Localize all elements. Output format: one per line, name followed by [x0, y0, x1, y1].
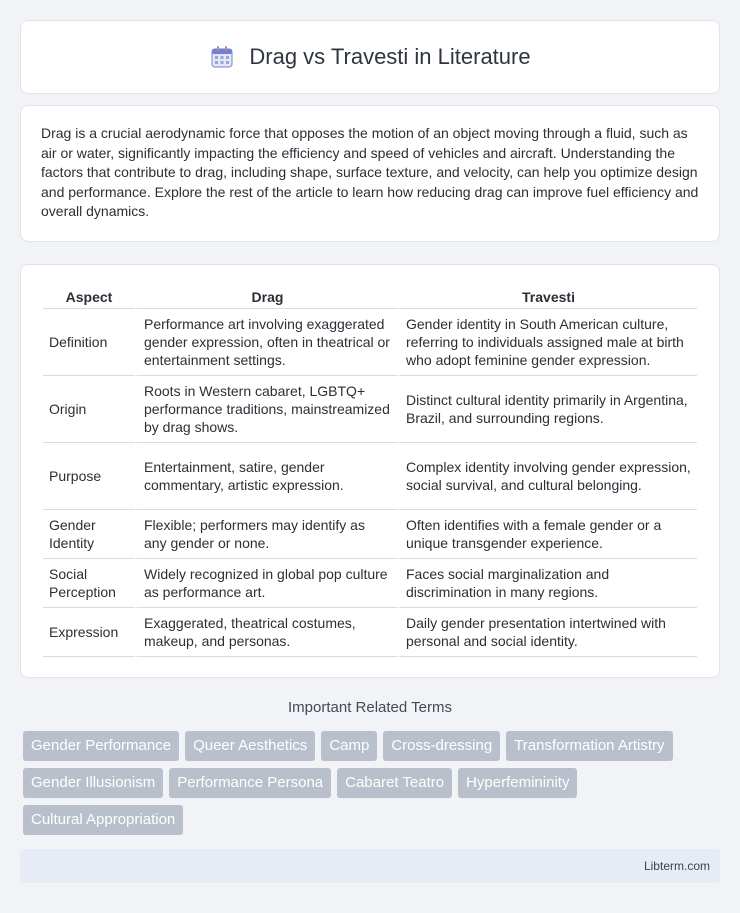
table-header-row: [43, 285, 697, 309]
header-travesti: Travesti: [397, 285, 697, 309]
table-row: [43, 559, 697, 608]
title-wrap: [209, 44, 530, 70]
cell-drag: Exaggerated, theatrical costumes, makeup, and personas.: [135, 608, 397, 657]
cell-travesti: Daily gender presentation intertwined with personal and social identity.: [397, 608, 697, 657]
cell-travesti: Distinct cultural identity primarily in Argentina, Brazil, and surrounding regions.: [397, 376, 697, 443]
tag-gender-performance[interactable]: Gender Performance: [23, 731, 179, 761]
table-row: [43, 510, 697, 559]
tag-cross-dressing[interactable]: Cross-dressing: [383, 731, 500, 761]
table-row: [43, 443, 697, 510]
comparison-table-card: [20, 264, 720, 678]
cell-travesti: Gender identity in South American culture, referring to individuals assigned male at birth who adopt feminine gender expression.: [397, 309, 697, 376]
cell-drag: Widely recognized in global pop culture as performance art.: [135, 559, 397, 608]
cell-aspect: Gender Identity: [43, 510, 135, 559]
header-aspect: Aspect: [43, 285, 135, 309]
tag-hyperfemininity[interactable]: Hyperfemininity: [458, 768, 577, 798]
cell-travesti: Faces social marginalization and discrimination in many regions.: [397, 559, 697, 608]
table-row: [43, 608, 697, 657]
comparison-table: [43, 285, 697, 657]
table-row: [43, 376, 697, 443]
related-terms-title: Important Related Terms: [288, 699, 452, 716]
intro-card: [20, 105, 720, 242]
tag-cabaret-teatro[interactable]: Cabaret Teatro: [337, 768, 452, 798]
cell-travesti: Complex identity involving gender expression, social survival, and cultural belonging.: [397, 443, 697, 510]
cell-drag: Performance art involving exaggerated gender expression, often in theatrical or entertainment settings.: [135, 309, 397, 376]
page-title: Drag vs Travesti in Literature: [249, 44, 531, 69]
cell-aspect: Social Perception: [43, 559, 135, 608]
cell-aspect: Purpose: [43, 443, 135, 510]
cell-aspect: Origin: [43, 376, 135, 443]
tag-gender-illusionism[interactable]: Gender Illusionism: [23, 768, 163, 798]
tag-performance-persona[interactable]: Performance Persona: [169, 768, 331, 798]
cell-drag: Roots in Western cabaret, LGBTQ+ performance traditions, mainstreamized by drag shows.: [135, 376, 397, 443]
cell-drag: Entertainment, satire, gender commentary, artistic expression.: [135, 443, 397, 510]
table-row: [43, 309, 697, 376]
related-terms-list: [23, 731, 723, 835]
tag-transformation-artistry[interactable]: Transformation Artistry: [506, 731, 672, 761]
tag-camp[interactable]: Camp: [321, 731, 377, 761]
footer: [20, 849, 720, 883]
calendar-icon: [209, 44, 235, 70]
tag-cultural-appropriation[interactable]: Cultural Appropriation: [23, 805, 183, 835]
footer-link[interactable]: Libterm.com: [643, 859, 710, 873]
cell-drag: Flexible; performers may identify as any gender or none.: [135, 510, 397, 559]
cell-aspect: Definition: [43, 309, 135, 376]
tag-queer-aesthetics[interactable]: Queer Aesthetics: [185, 731, 315, 761]
header-drag: Drag: [135, 285, 397, 309]
header-card: [20, 20, 720, 94]
cell-aspect: Expression: [43, 608, 135, 657]
intro-text: Drag is a crucial aerodynamic force that opposes the motion of an object moving through a fluid, such as air or water, significantly impacting the efficiency and speed of vehicles and aircraft. Understanding the factors that contribute to drag, including shape, surface texture, and velocity, can help you optimize design and performance. Explore the rest of the article to learn how reducing drag can improve fuel efficiency and overall dynamics.: [41, 125, 699, 219]
cell-travesti: Often identifies with a female gender or a unique transgender experience.: [397, 510, 697, 559]
